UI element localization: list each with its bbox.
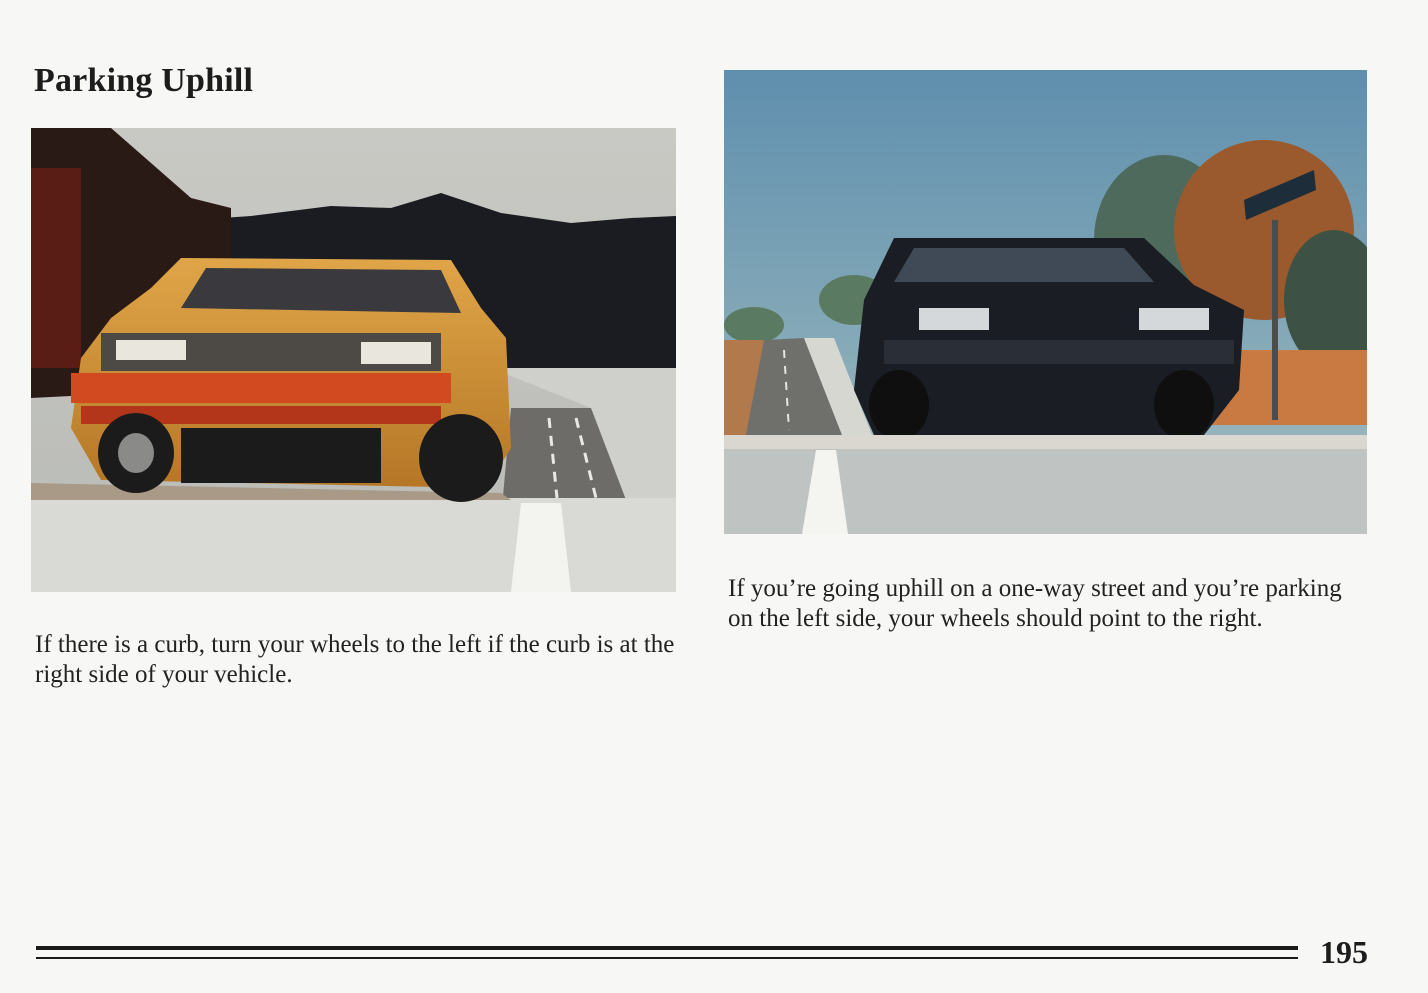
page-number: 195 [1320, 934, 1368, 970]
footer-rule-thin [36, 957, 1298, 959]
right-caption: If you’re going uphill on a one-way street and you’re parking on the left side, your wheels should point to the right. [728, 575, 1342, 632]
footer-rule-thick [36, 946, 1298, 950]
footer-rule [36, 946, 1298, 962]
uphill-curb-illustration [31, 128, 676, 592]
uphill-one-way-illustration [724, 70, 1367, 534]
left-caption: If there is a curb, turn your wheels to the left if the curb is at the right side of your vehicle. [35, 631, 675, 688]
page-title: Parking Uphill [34, 62, 254, 99]
